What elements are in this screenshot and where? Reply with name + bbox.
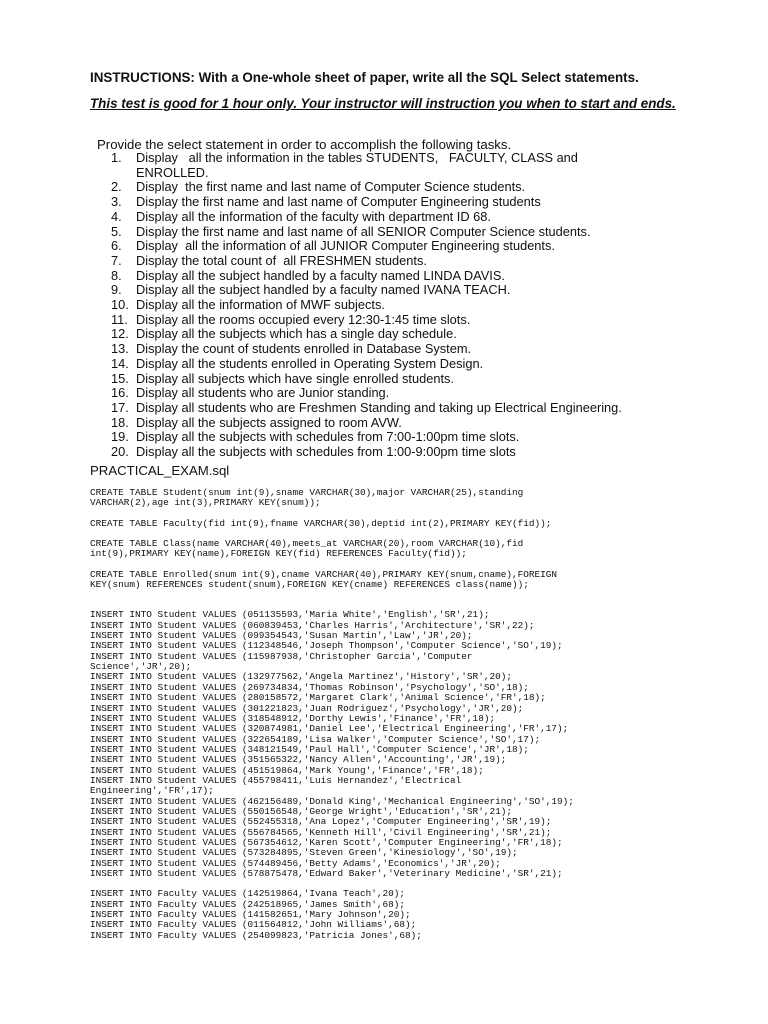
task-number: 10.	[111, 297, 129, 313]
sql-line: INSERT INTO Student VALUES (115987938,'Christopher Garcia','Computer	[90, 650, 473, 662]
sql-line: INSERT INTO Student VALUES (567354612,'Karen Scott','Computer Engineering','FR',18);	[90, 836, 563, 848]
sql-line: INSERT INTO Student VALUES (318548912,'Dorthy Lewis','Finance','FR',18);	[90, 712, 496, 724]
sql-line: INSERT INTO Faculty VALUES (011564812,'John Williams',68);	[90, 919, 417, 931]
sql-line: INSERT INTO Student VALUES (060839453,'Charles Harris','Architecture','SR',22);	[90, 619, 535, 631]
sql-line: INSERT INTO Student VALUES (301221823,'Juan Rodriguez','Psychology','JR',20);	[90, 702, 524, 714]
sql-line: INSERT INTO Faculty VALUES (141582651,'Mary Johnson',20);	[90, 909, 411, 921]
sql-statement-block	[90, 539, 720, 560]
sql-line: Engineering','FR',17);	[90, 785, 214, 797]
task-number: 18.	[111, 414, 129, 430]
task-list	[111, 151, 731, 460]
sql-line: INSERT INTO Student VALUES (556784565,'Kenneth Hill','Civil Engineering','SR',21);	[90, 826, 552, 838]
task-number: 17.	[111, 399, 129, 415]
sql-line: INSERT INTO Student VALUES (132977562,'Angela Martinez','History','SR',20);	[90, 671, 512, 683]
task-item	[111, 239, 731, 254]
task-item	[111, 327, 731, 342]
task-text: Display the first name and last name of Computer Engineering students	[136, 194, 541, 210]
sql-line: Science','JR',20);	[90, 661, 192, 673]
sql-line: INSERT INTO Student VALUES (573284895,'Steven Green','Kinesiology','SO',19);	[90, 847, 518, 859]
sql-line: CREATE TABLE Student(snum int(9),sname VARCHAR(30),major VARCHAR(25),standing	[90, 487, 524, 498]
task-item	[111, 225, 731, 240]
task-item	[111, 313, 731, 328]
task-number: 13.	[111, 341, 129, 357]
task-number: 16.	[111, 385, 129, 401]
sql-line: INSERT INTO Student VALUES (550156548,'George Wright','Education','SR',21);	[90, 805, 512, 817]
sql-line: INSERT INTO Student VALUES (462156489,'Donald King','Mechanical Engineering','SO',19);	[90, 795, 574, 807]
sql-line: CREATE TABLE Class(name VARCHAR(40),meets_at VARCHAR(20),room VARCHAR(10),fid	[90, 538, 524, 550]
sql-line: KEY(snum) REFERENCES student(snum),FOREIGN KEY(cname) REFERENCES class(name));	[90, 579, 529, 591]
task-intro: Provide the select statement in order to accomplish the following tasks.	[97, 137, 512, 152]
sql-line: INSERT INTO Student VALUES (320874981,'Daniel Lee','Electrical Engineering','FR',17);	[90, 723, 569, 735]
sql-line: INSERT INTO Student VALUES (051135593,'Maria White','English','SR',21);	[90, 609, 490, 621]
task-text: Display the first name and last name of Computer Science students.	[136, 179, 526, 195]
task-text: Display all the subjects with schedules from 7:00-1:00pm time slots.	[136, 429, 520, 445]
task-number: 7.	[111, 252, 122, 268]
task-item	[111, 269, 731, 284]
sql-statement-block	[90, 488, 720, 509]
task-item	[111, 151, 731, 180]
task-text: Display the first name and last name of all SENIOR Computer Science students.	[136, 223, 591, 239]
task-item	[111, 357, 731, 372]
task-text: Display all students who are Freshmen Standing and taking up Electrical Engineering.	[136, 399, 622, 415]
task-item	[111, 283, 731, 298]
task-text: Display all the information of all JUNIOR Computer Engineering students.	[136, 238, 555, 254]
sql-line: INSERT INTO Student VALUES (455798411,'Luis Hernandez','Electrical	[90, 774, 462, 786]
task-item	[111, 298, 731, 313]
task-item	[111, 401, 731, 416]
task-item	[111, 445, 731, 460]
task-number: 19.	[111, 429, 129, 445]
sql-line: INSERT INTO Student VALUES (451519864,'Mark Young','Finance','FR',18);	[90, 764, 484, 776]
task-text: Display all the information of MWF subjects.	[136, 297, 385, 313]
sql-line: VARCHAR(2),age int(3),PRIMARY KEY(snum));	[90, 497, 321, 509]
task-number: 9.	[111, 282, 122, 298]
task-text: Display all the subjects which has a single day schedule.	[136, 326, 457, 342]
task-item	[111, 254, 731, 269]
task-number: 12.	[111, 326, 129, 342]
sql-line: INSERT INTO Student VALUES (269734834,'Thomas Robinson','Psychology','SO',18);	[90, 681, 529, 693]
sql-line: CREATE TABLE Faculty(fid int(9),fname VARCHAR(30),deptid int(2),PRIMARY KEY(fid));	[90, 517, 552, 529]
task-text: Display all the subject handled by a faculty named IVANA TEACH.	[136, 282, 511, 298]
sql-line: INSERT INTO Faculty VALUES (242518965,'James Smith',68);	[90, 898, 406, 910]
task-item	[111, 195, 731, 210]
sql-statement-block	[90, 570, 720, 591]
sql-line: INSERT INTO Student VALUES (578875478,'Edward Baker','Veterinary Medicine','SR',21);	[90, 868, 563, 879]
task-text: Display all subjects which have single enrolled students.	[136, 370, 454, 386]
sql-line: INSERT INTO Student VALUES (351565322,'Nancy Allen','Accounting','JR',19);	[90, 754, 507, 766]
sql-filename: PRACTICAL_EXAM.sql	[90, 463, 230, 478]
sql-statement-block	[90, 610, 720, 879]
task-item	[111, 372, 731, 387]
sql-line: INSERT INTO Student VALUES (348121549,'Paul Hall','Computer Science','JR',18);	[90, 743, 529, 755]
task-text: Display all the subjects with schedules from 1:00-9:00pm time slots	[136, 444, 516, 460]
task-text: Display all the information in the tables STUDENTS, FACULTY, CLASS and ENROLLED.	[136, 150, 582, 180]
sql-statement-block	[90, 519, 720, 529]
task-item	[111, 180, 731, 195]
task-number: 3.	[111, 194, 122, 210]
task-number: 2.	[111, 179, 122, 195]
task-number: 14.	[111, 355, 129, 371]
task-item	[111, 342, 731, 357]
task-text: Display all students who are Junior standing.	[136, 385, 390, 401]
sql-line: INSERT INTO Faculty VALUES (142519864,'Ivana Teach',20);	[90, 888, 406, 900]
task-text: Display the total count of all FRESHMEN students.	[136, 252, 427, 268]
task-text: Display all the students enrolled in Operating System Design.	[136, 355, 484, 371]
sql-line: INSERT INTO Student VALUES (322654189,'Lisa Walker','Computer Science','SO',17);	[90, 733, 541, 745]
instructions-heading: INSTRUCTIONS: With a One-whole sheet of paper, write all the SQL Select statements.	[90, 70, 639, 85]
task-number: 5.	[111, 223, 122, 239]
sql-line: INSERT INTO Student VALUES (112348546,'Joseph Thompson','Computer Science','SO',19);	[90, 640, 563, 652]
sql-line: INSERT INTO Faculty VALUES (254099823,'Patricia Jones',68);	[90, 929, 422, 941]
task-item	[111, 416, 731, 431]
sql-line: INSERT INTO Student VALUES (280158572,'Margaret Clark','Animal Science','FR',18);	[90, 692, 546, 704]
task-number: 4.	[111, 208, 122, 224]
task-item	[111, 386, 731, 401]
task-text: Display all the information of the faculty with department ID 68.	[136, 208, 491, 224]
task-number: 1.	[111, 150, 122, 165]
task-number: 11.	[111, 311, 128, 327]
task-text: Display all the rooms occupied every 12:30-1:45 time slots.	[136, 311, 471, 327]
time-limit-notice: This test is good for 1 hour only. Your instructor will instruction you when to start and ends.	[90, 96, 676, 111]
sql-line: INSERT INTO Student VALUES (552455318,'Ana Lopez','Computer Engineering','SR',19);	[90, 816, 552, 828]
task-number: 6.	[111, 238, 122, 254]
sql-line: CREATE TABLE Enrolled(snum int(9),cname VARCHAR(40),PRIMARY KEY(snum,cname),FOREIGN	[90, 568, 557, 580]
task-item	[111, 430, 731, 445]
sql-code-listing	[90, 488, 720, 951]
sql-line: INSERT INTO Student VALUES (099354543,'Susan Martin','Law','JR',20);	[90, 630, 473, 642]
task-text: Display all the subject handled by a faculty named LINDA DAVIS.	[136, 267, 505, 283]
task-number: 20.	[111, 444, 129, 460]
sql-statement-block	[90, 889, 720, 941]
task-number: 8.	[111, 267, 122, 283]
task-text: Display the count of students enrolled in Database System.	[136, 341, 472, 357]
task-item	[111, 210, 731, 225]
sql-line: INSERT INTO Student VALUES (574489456,'Betty Adams','Economics','JR',20);	[90, 857, 501, 869]
sql-line: int(9),PRIMARY KEY(name),FOREIGN KEY(fid) REFERENCES Faculty(fid));	[90, 548, 467, 560]
task-number: 15.	[111, 370, 129, 386]
task-text: Display all the subjects assigned to room AVW.	[136, 414, 402, 430]
